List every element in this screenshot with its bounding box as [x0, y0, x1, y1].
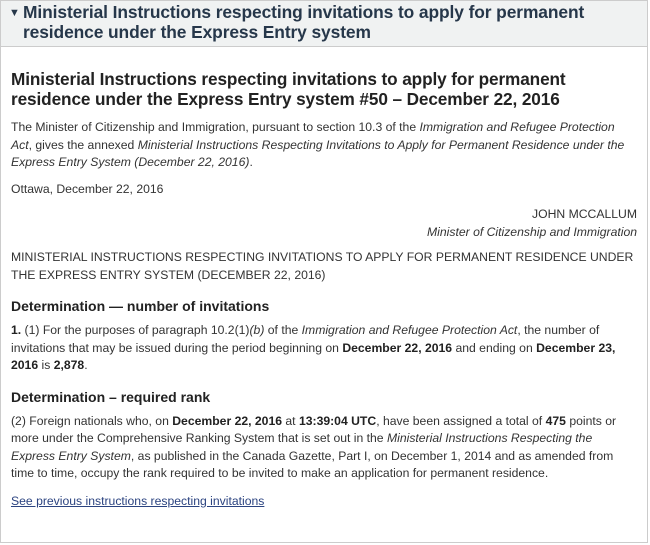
draw-date: December 22, 2016	[172, 413, 283, 428]
paragraph-text: , as published in the Canada Gazette, Part I, on December 1, 2014 and as amended from time to time, occupy the rank required to be invited to make an application for permanent residence.	[11, 448, 614, 480]
period-end-date: December 23, 2016	[11, 340, 616, 372]
act-name: Immigration and Refugee Protection Act	[11, 120, 615, 152]
paragraph-text: and ending on	[452, 340, 537, 355]
intro-paragraph	[11, 119, 637, 172]
instructions-caps-heading: MINISTERIAL INSTRUCTIONS RESPECTING INVITATIONS TO APPLY FOR PERMANENT RESIDENCE UNDER THE EXPRESS ENTRY SYSTEM (DECEMBER 22, 2016)	[11, 250, 634, 282]
details-content	[1, 47, 647, 510]
section-heading-invitations: Determination — number of invitations	[11, 298, 270, 314]
signatory-title-text: Minister of Citizenship and Immigration	[427, 224, 637, 239]
paragraph-text: , the number of invitations that may be issued during the period beginning on	[11, 323, 600, 355]
invitations-paragraph	[11, 322, 637, 375]
document-title: Ministerial Instructions respecting invitations to apply for permanent residence under the Express Entry system #50 – December 22, 2016	[11, 69, 566, 109]
instructions-name: Ministerial Instructions Respecting the Express Entry System	[11, 431, 593, 463]
paragraph-text: is	[38, 358, 54, 372]
paragraph-text: points or more under the Comprehensive Ranking System that is set out in the	[11, 413, 617, 445]
paragraph-text: of the	[264, 323, 302, 337]
invitation-count: 2,878	[53, 358, 85, 372]
intro-text: The Minister of Citizenship and Immigration, pursuant to section 10.3 of the	[11, 120, 420, 134]
section-heading-rank: Determination – required rank	[11, 388, 211, 405]
details-summary[interactable]	[1, 1, 647, 47]
place-date: Ottawa, December 22, 2016	[11, 181, 164, 196]
crs-points: 475	[545, 413, 566, 428]
paragraph-text: .	[84, 358, 88, 372]
signatory-title	[11, 224, 637, 242]
rank-paragraph	[11, 413, 637, 483]
previous-instructions-link[interactable]: See previous instructions respecting invitations	[11, 493, 265, 508]
paragraph-text: (2) Foreign nationals who, on	[11, 413, 173, 428]
expand-triangle-icon[interactable]: ▼	[9, 7, 20, 19]
paragraph-letter: (b)	[249, 323, 265, 337]
act-name: Immigration and Refugee Protection Act	[301, 323, 518, 337]
intro-text: , gives the annexed	[28, 137, 138, 152]
signatory-name: JOHN MCCALLUM	[532, 207, 637, 221]
paragraph-text: (1) For the purposes of paragraph 10.2(1)	[21, 323, 250, 337]
period-start-date: December 22, 2016	[342, 340, 453, 355]
draw-time: 13:39:04 UTC	[298, 413, 377, 428]
paragraph-text: at	[282, 413, 299, 428]
paragraph-text: , have been assigned a total of	[376, 413, 546, 428]
paragraph-number: 1.	[11, 323, 22, 337]
instructions-name: Ministerial Instructions Respecting Invitations to Apply for Permanent Residence under the Express Entry System (December 22, 2016)	[11, 137, 625, 169]
intro-text: .	[249, 155, 253, 169]
summary-title[interactable]: Ministerial Instructions respecting invitations to apply for permanent residence under the Express Entry system	[23, 2, 585, 42]
